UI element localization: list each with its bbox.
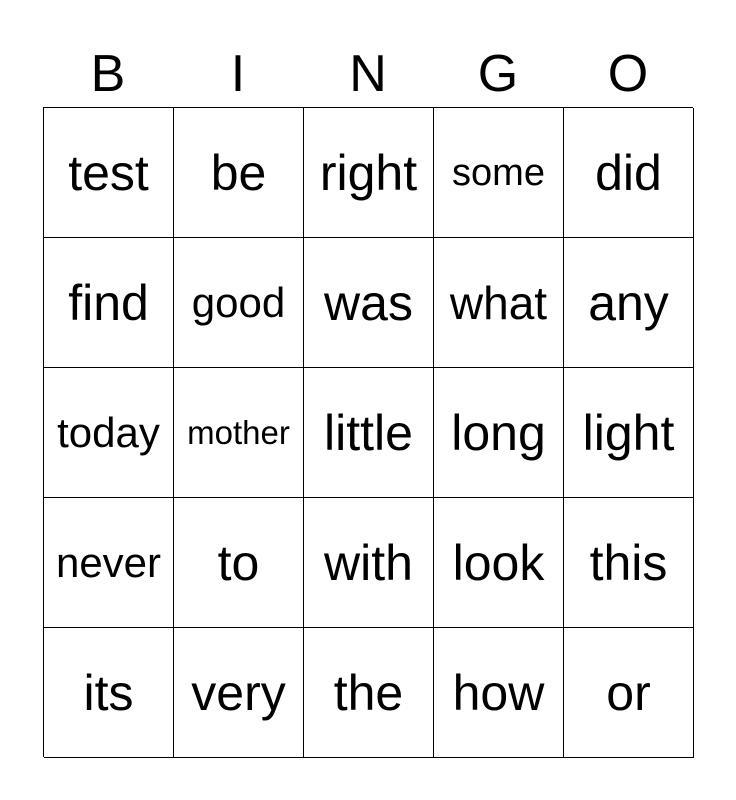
bingo-card [43, 40, 693, 757]
bingo-cell[interactable]: be [174, 108, 304, 238]
bingo-cell[interactable]: test [44, 108, 174, 238]
bingo-cell[interactable]: good [174, 238, 304, 368]
header-letter-b: B [90, 44, 126, 103]
bingo-cell[interactable]: how [434, 628, 564, 758]
bingo-cell[interactable]: very [174, 628, 304, 758]
bingo-cell[interactable]: its [44, 628, 174, 758]
bingo-cell[interactable]: with [304, 498, 434, 628]
bingo-cell[interactable]: mother [174, 368, 304, 498]
header-letter-i: I [230, 44, 246, 103]
bingo-cell[interactable]: to [174, 498, 304, 628]
bingo-cell[interactable]: light [564, 368, 694, 498]
bingo-cell[interactable]: what [434, 238, 564, 368]
header-letter-n: N [349, 44, 387, 103]
bingo-cell[interactable]: long [434, 368, 564, 498]
bingo-cell[interactable]: did [564, 108, 694, 238]
header-letter-g: G [477, 44, 519, 103]
bingo-cell[interactable]: was [304, 238, 434, 368]
bingo-cell[interactable]: this [564, 498, 694, 628]
bingo-cell[interactable]: look [434, 498, 564, 628]
header-letter-o: O [607, 44, 649, 103]
bingo-cell[interactable]: right [304, 108, 434, 238]
bingo-cell[interactable]: never [44, 498, 174, 628]
bingo-cell[interactable]: find [44, 238, 174, 368]
bingo-cell[interactable]: today [44, 368, 174, 498]
bingo-header [43, 40, 693, 107]
bingo-cell[interactable]: the [304, 628, 434, 758]
bingo-cell[interactable]: some [434, 108, 564, 238]
bingo-grid [43, 107, 693, 757]
bingo-cell[interactable]: any [564, 238, 694, 368]
bingo-cell[interactable]: or [564, 628, 694, 758]
bingo-cell[interactable]: little [304, 368, 434, 498]
